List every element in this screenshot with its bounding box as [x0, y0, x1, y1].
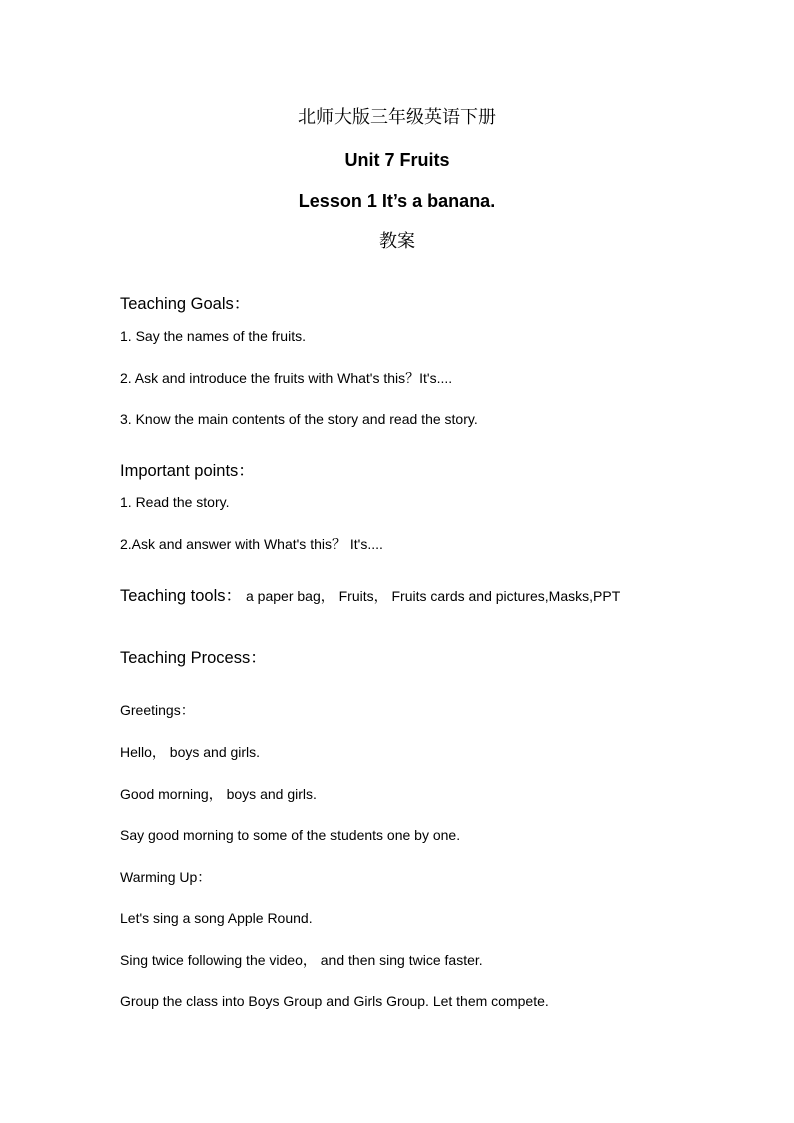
- teaching-process-heading: Teaching Process：: [120, 649, 267, 667]
- teaching-goal-item: 2. Ask and introduce the fruits with What's this？It's....: [120, 370, 453, 386]
- important-point-item: 1. Read the story.: [120, 494, 230, 510]
- process-line: Sing twice following the video， and then sing twice faster.: [120, 952, 483, 968]
- process-line: Warming Up：: [120, 869, 212, 885]
- important-point-item: 2.Ask and answer with What's this？ It's....: [120, 536, 383, 552]
- teaching-tools-row: [120, 586, 620, 606]
- teaching-tools-heading: Teaching tools：: [120, 587, 242, 605]
- teaching-goal-item: 3. Know the main contents of the story and read the story.: [120, 411, 478, 427]
- process-line: Hello， boys and girls.: [120, 744, 261, 760]
- process-line: Let's sing a song Apple Round.: [120, 910, 313, 926]
- document-type-cn: 教案: [379, 231, 415, 252]
- teaching-goals-heading: Teaching Goals：: [120, 295, 251, 313]
- process-line: Say good morning to some of the students one by one.: [120, 827, 461, 843]
- document-title-cn: 北师大版三年级英语下册: [298, 107, 496, 128]
- process-line: Good morning， boys and girls.: [120, 786, 317, 802]
- unit-title: Unit 7 Fruits: [344, 150, 450, 170]
- teaching-tools-text: a paper bag， Fruits， Fruits cards and pictures,Masks,PPT: [246, 588, 621, 604]
- lesson-title: Lesson 1 It’s a banana.: [298, 191, 496, 211]
- process-line: Greetings：: [120, 702, 195, 718]
- process-line: Group the class into Boys Group and Girls Group. Let them compete.: [120, 993, 549, 1009]
- important-points-heading: Important points：: [120, 462, 255, 480]
- teaching-goal-item: 1. Say the names of the fruits.: [120, 328, 306, 344]
